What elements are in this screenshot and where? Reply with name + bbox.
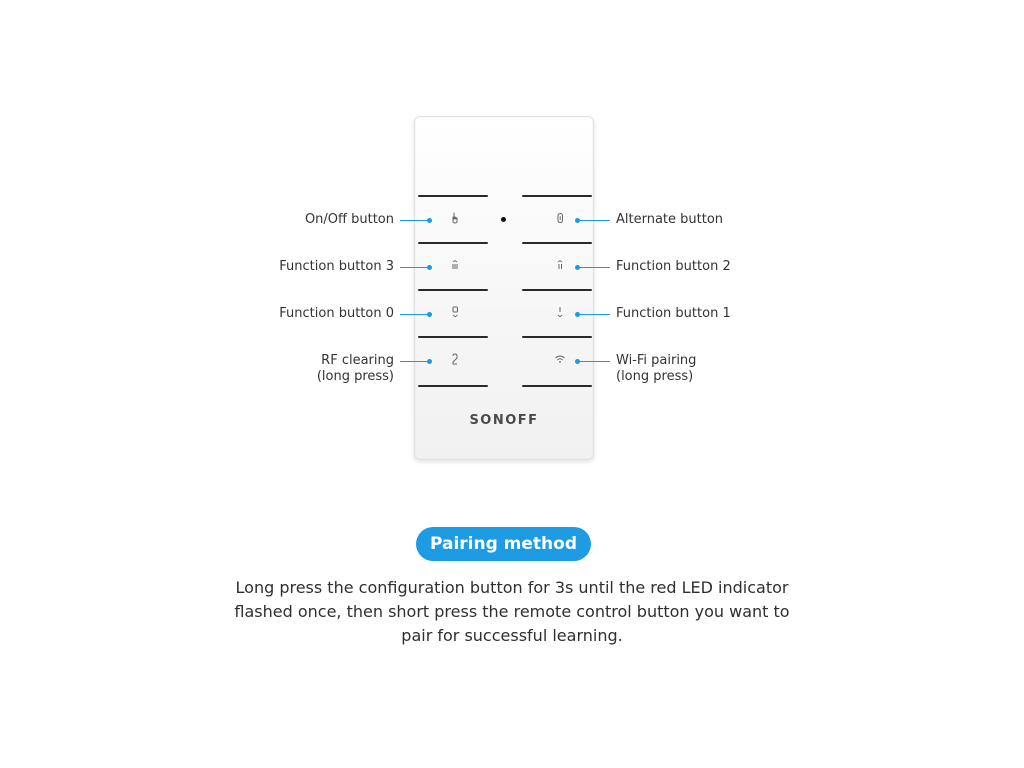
leader-dot [427, 312, 432, 317]
square-up-down-icon [448, 305, 462, 319]
label-text: (long press) [316, 369, 394, 384]
leader-line [578, 361, 610, 362]
label-text: On/Off button [304, 212, 394, 227]
pairing-description [212, 576, 812, 648]
leader-dot [427, 265, 432, 270]
alternate-button[interactable] [522, 197, 592, 241]
label-function-3 [240, 259, 394, 275]
label-text: RF clearing [321, 353, 394, 368]
leader-line [578, 220, 610, 221]
label-on-off [254, 212, 394, 228]
pairing-method-badge: Pairing method [416, 527, 591, 561]
label-text: Function button 3 [279, 259, 394, 274]
remote-control [414, 116, 594, 460]
description-line: Long press the configuration button for 3s until the red LED indicator [235, 578, 789, 597]
wifi-pairing-button[interactable] [522, 338, 592, 382]
label-function-2 [616, 259, 766, 275]
leader-dot [427, 218, 432, 223]
brand-logo: SONOFF [469, 413, 539, 428]
label-text: Function button 0 [279, 306, 394, 321]
hand-press-icon [448, 211, 462, 225]
label-text: Function button 1 [616, 306, 731, 321]
label-text: Function button 2 [616, 259, 731, 274]
label-rf-clearing [254, 353, 394, 385]
wifi-icon [553, 352, 567, 366]
label-text: (long press) [616, 369, 694, 384]
single-bar-icon [553, 305, 567, 319]
function-button-2[interactable] [522, 244, 592, 288]
leader-line [400, 220, 430, 221]
leader-dot [427, 359, 432, 364]
leader-line [400, 361, 430, 362]
label-text: Wi-Fi pairing [616, 353, 697, 368]
label-wifi-pairing [616, 353, 766, 385]
label-function-0 [240, 306, 394, 322]
leader-line [578, 314, 610, 315]
label-function-1 [616, 306, 766, 322]
groove [418, 385, 488, 387]
groove [522, 385, 592, 387]
hook-icon [448, 352, 462, 366]
description-line: pair for successful learning. [401, 626, 623, 645]
leader-line [400, 314, 430, 315]
leader-line [400, 267, 430, 268]
leader-line [578, 267, 610, 268]
led-indicator [501, 217, 506, 222]
pill-toggle-icon [553, 211, 567, 225]
triple-bar-icon [448, 258, 462, 272]
function-button-1[interactable] [522, 291, 592, 335]
description-line: flashed once, then short press the remote control button you want to [234, 602, 790, 621]
label-text: Alternate button [616, 212, 724, 227]
label-alternate [616, 212, 766, 228]
double-bar-icon [553, 258, 567, 272]
